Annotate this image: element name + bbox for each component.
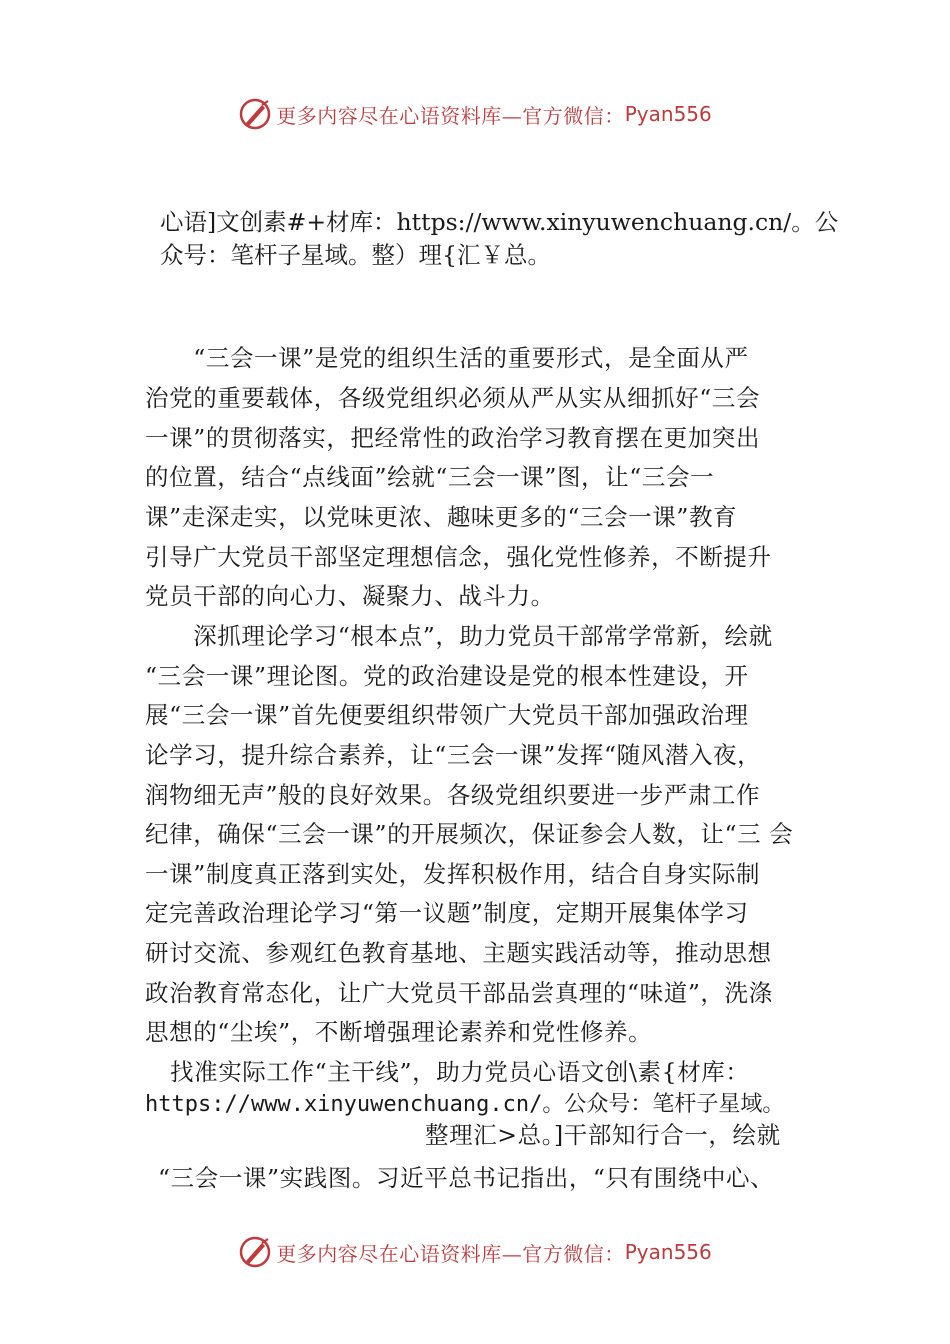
quill-logo-icon	[238, 97, 272, 131]
text-line: 找准实际工作“主干线”，助力党员心语文创\素{材库：	[170, 1058, 750, 1086]
text-line: 研讨交流、参观红色教育基地、主题实践活动等，推动思想	[145, 939, 772, 967]
text-line: “三会一课”理论图。党的政治建设是党的根本性建设，开	[145, 662, 749, 690]
text-line: 一课”的贯彻落实，把经常性的政治学习教育摆在更加突出	[145, 424, 761, 452]
text-line: https://www.xinyuwenchuang.cn/。公众号：笔杆子星域。	[145, 1092, 785, 1117]
banner-wechat-id: Pyan556	[624, 1240, 712, 1264]
banner-wechat-id: Pyan556	[624, 102, 712, 126]
banner-text: 更多内容尽在心语资料库—官方微信：	[276, 103, 625, 128]
text-line: “三会一课”是党的组织生活的重要形式，是全面从严	[145, 344, 749, 372]
text-line: 政治教育常态化，让广大党员干部品尝真理的“味道”，洗涤	[145, 979, 773, 1007]
header-line-2: 众号：笔杆子星域。整）理{汇￥总。	[160, 241, 551, 269]
quill-logo-icon	[238, 1235, 272, 1269]
bottom-watermark-banner	[0, 1232, 950, 1272]
header-line-1: 心语]文创素#+材库：https://www.xinyuwenchuang.cn/。公	[160, 208, 839, 236]
text-line: 整理汇>总。]干部知行合一，绘就	[425, 1121, 781, 1149]
text-line: 的位置，结合“点线面”绘就“三会一课”图，让“三会一	[145, 463, 715, 491]
text-line: 治党的重要载体，各级党组织必须从严从实从细抓好“三会	[145, 384, 761, 412]
banner-text: 更多内容尽在心语资料库—官方微信：	[276, 1241, 625, 1266]
top-watermark-banner	[0, 94, 950, 134]
text-line: 纪律，确保“三会一课”的开展频次，保证参会人数，让“三 会	[145, 820, 794, 848]
text-line: 深抓理论学习“根本点”，助力党员干部常学常新，绘就	[145, 622, 773, 650]
text-line: 引导广大党员干部坚定理想信念，强化党性修养，不断提升	[145, 543, 772, 571]
text-line: 思想的“尘埃”，不断增强理论素养和党性修养。	[145, 1018, 653, 1046]
text-line: 定完善政治理论学习“第一议题”制度，定期开展集体学习	[145, 899, 749, 927]
text-line: 论学习，提升综合素养，让“三会一课”发挥“随风潜入夜，	[145, 741, 762, 769]
text-line: 润物细无声”般的良好效果。各级党组织要进一步严肃工作	[145, 781, 761, 809]
text-line: 展“三会一课”首先便要组织带领广大党员干部加强政治理	[145, 701, 749, 729]
text-line: 一课”制度真正落到实处，发挥积极作用，结合自身实际制	[145, 860, 761, 888]
text-line: “三会一课”实践图。习近平总书记指出，“只有围绕中心、	[158, 1164, 775, 1192]
text-line: 党员干部的向心力、凝聚力、战斗力。	[145, 582, 555, 610]
text-line: 课”走深走实，以党味更浓、趣味更多的“三会一课”教育	[145, 503, 738, 531]
